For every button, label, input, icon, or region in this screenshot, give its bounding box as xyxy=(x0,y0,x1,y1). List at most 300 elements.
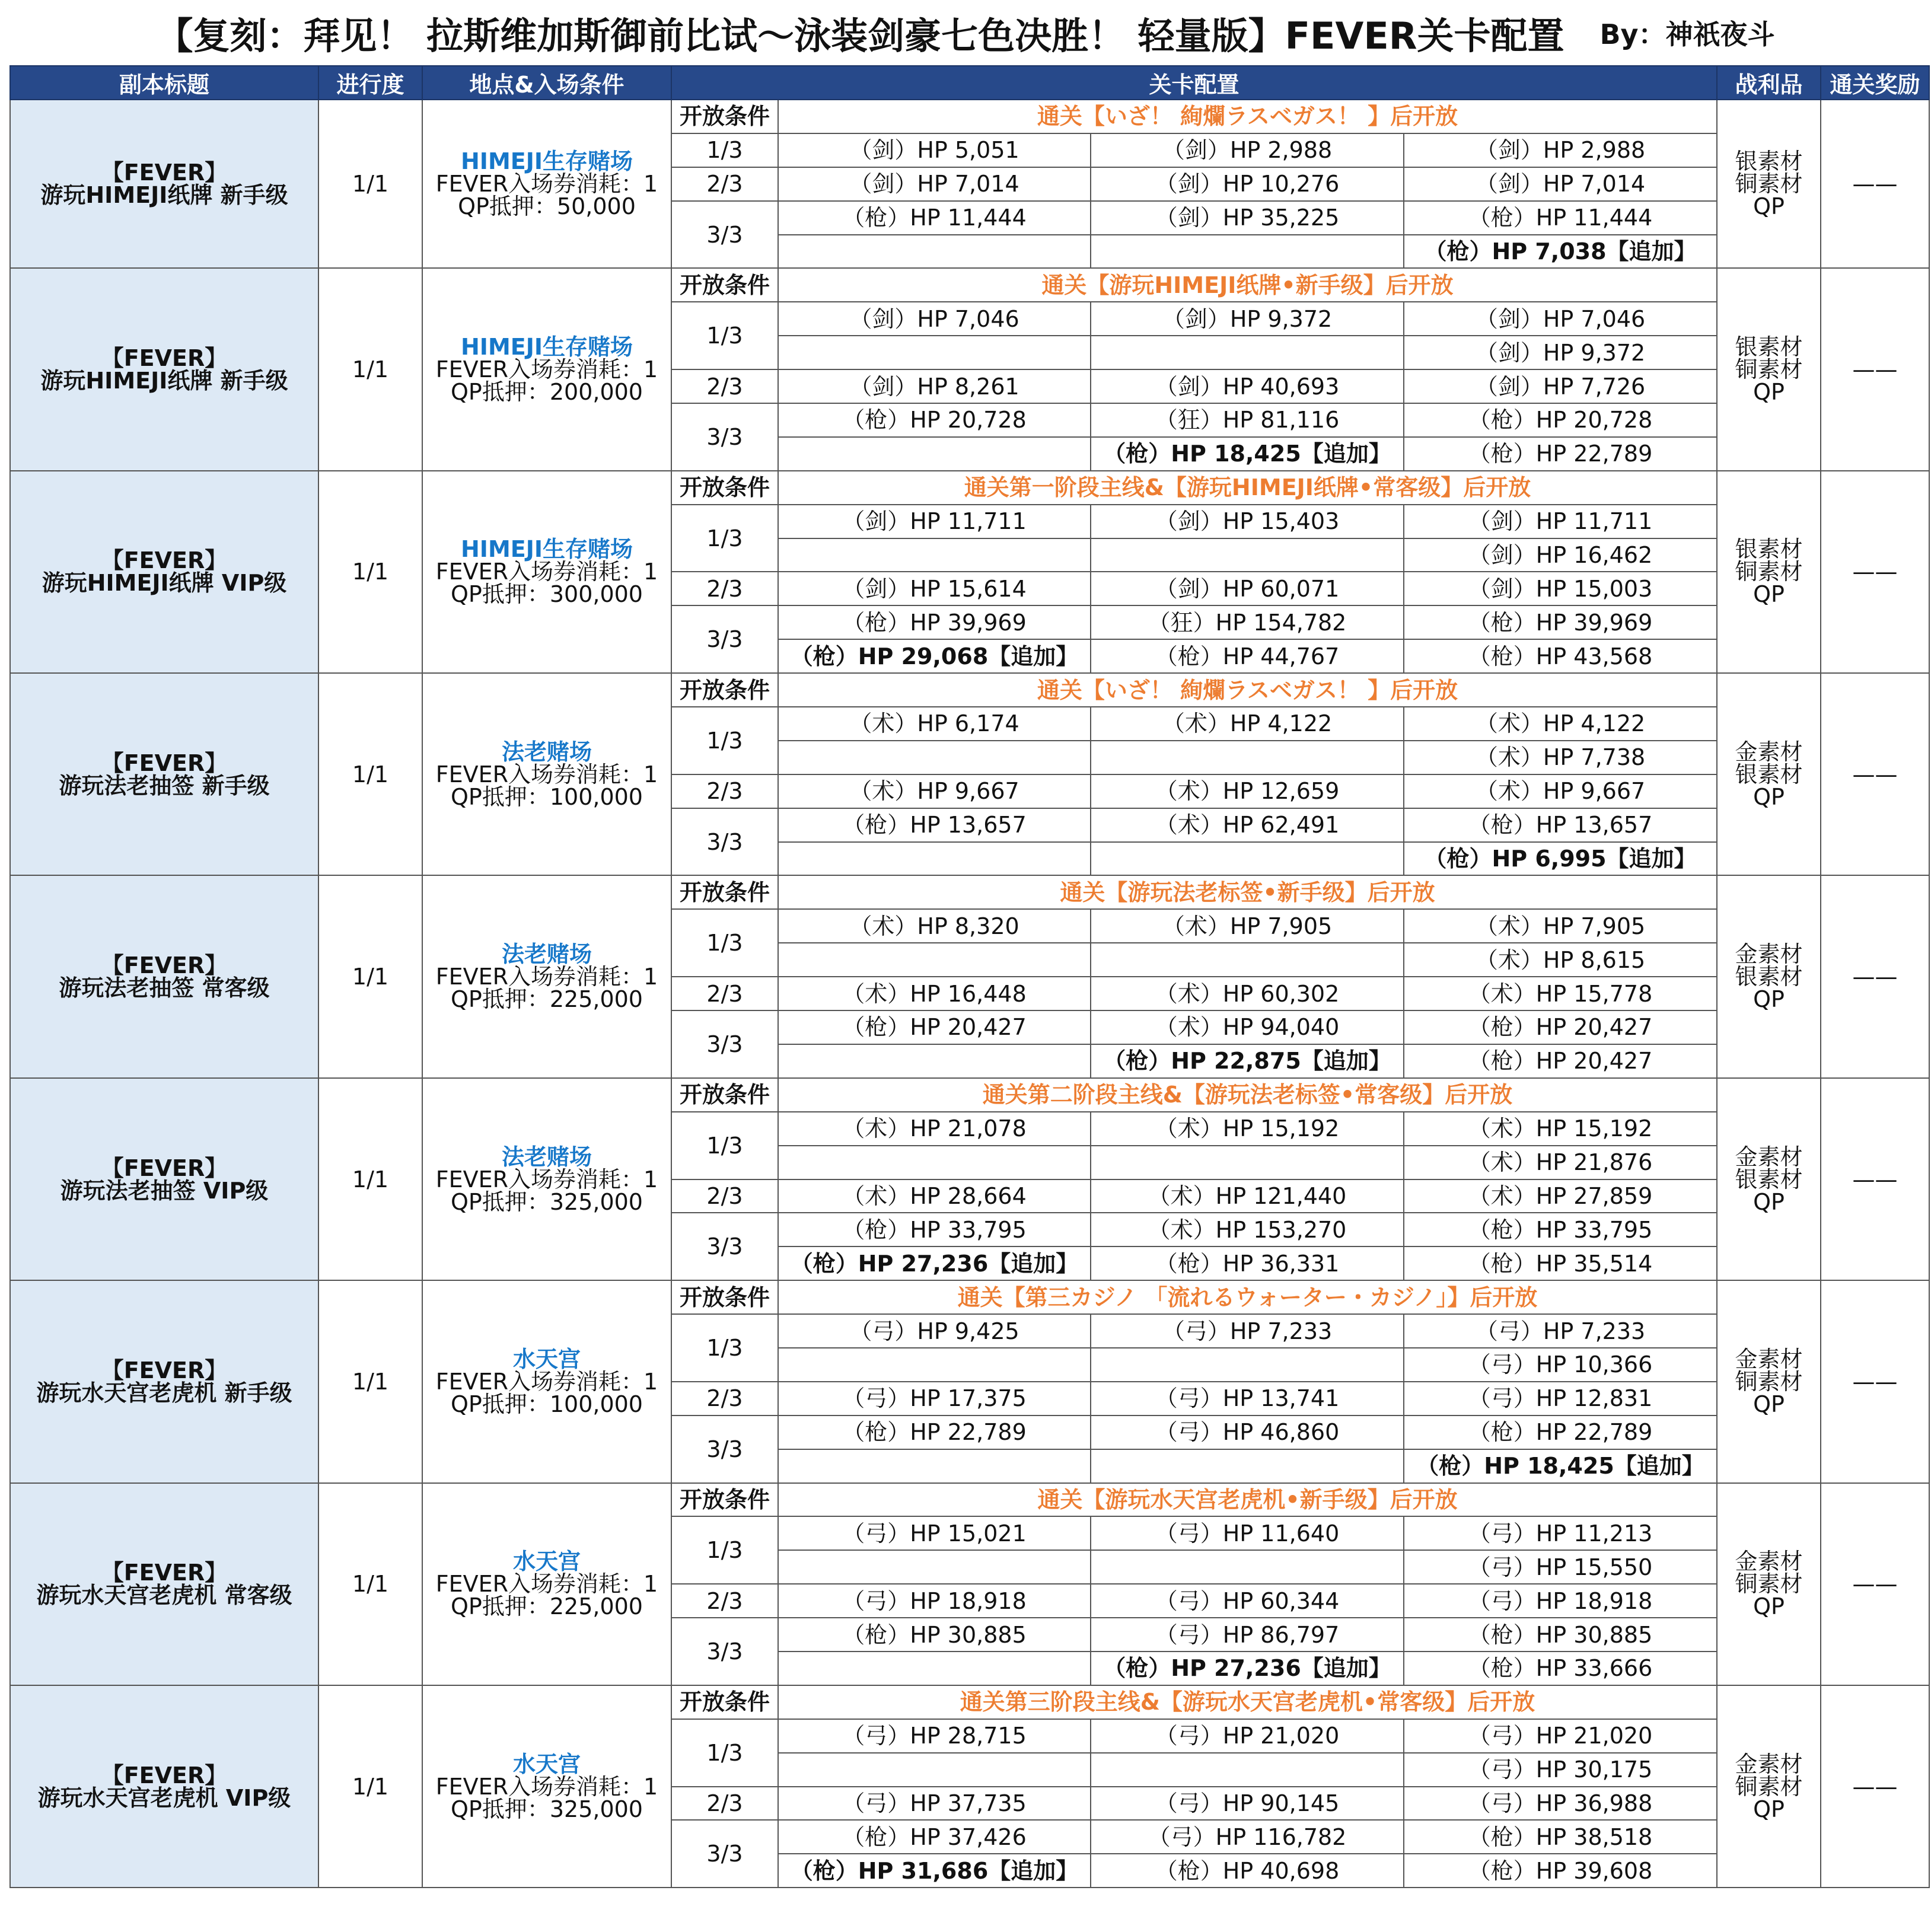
wave-label: 2/3 xyxy=(671,1179,778,1213)
quest-condition-row xyxy=(10,673,1929,707)
loot-item: 金素材 xyxy=(1735,1143,1803,1170)
quest-title-name: 游玩水天宫老虎机 常客级 xyxy=(36,1582,292,1609)
wave-label: 3/3 xyxy=(671,1010,778,1078)
header-loot: 战利品 xyxy=(1717,66,1821,100)
quest-location-cell xyxy=(422,1078,671,1280)
wave-label: 2/3 xyxy=(671,977,778,1010)
enemy-hp: （术）HP 12,659 xyxy=(1091,774,1404,808)
enemy-hp xyxy=(778,1449,1091,1483)
enemy-hp: （枪）HP 30,885 xyxy=(1404,1618,1717,1652)
ticket-cost: FEVER入场券消耗：1 xyxy=(435,559,658,585)
quest-title-name: 游玩法老抽签 常客级 xyxy=(59,975,270,1002)
author-credit: By：神祇夜斗 xyxy=(1599,18,1775,50)
enemy-hp: （枪）HP 22,789 xyxy=(778,1415,1091,1449)
loot-item: 金素材 xyxy=(1735,1751,1803,1777)
enemy-hp: （剑）HP 7,726 xyxy=(1404,369,1717,403)
qp-deposit: QP抵押：225,000 xyxy=(451,986,643,1013)
wave-label: 2/3 xyxy=(671,1382,778,1415)
header-reward: 通关奖励 xyxy=(1821,66,1929,100)
clear-reward: —— xyxy=(1821,1685,1929,1888)
enemy-hp: （枪）HP 11,444 xyxy=(778,201,1091,235)
enemy-hp: （剑）HP 60,071 xyxy=(1091,572,1404,605)
loot-item: QP xyxy=(1753,1796,1785,1822)
quest-loot-cell xyxy=(1717,471,1821,673)
qp-deposit: QP抵押：50,000 xyxy=(458,193,636,220)
enemy-hp-extra: （枪）HP 18,425【追加】 xyxy=(1404,1449,1717,1483)
wave-label: 2/3 xyxy=(671,369,778,403)
quest-loot-cell xyxy=(1717,1483,1821,1685)
enemy-hp: （术）HP 8,615 xyxy=(1404,943,1717,977)
enemy-hp: （术）HP 4,122 xyxy=(1404,707,1717,741)
unlock-condition: 通关【游玩水天宫老虎机•新手级】后开放 xyxy=(778,1483,1717,1517)
enemy-hp xyxy=(778,235,1091,269)
condition-label: 开放条件 xyxy=(671,1280,778,1314)
enemy-hp: （剑）HP 10,276 xyxy=(1091,167,1404,201)
location-name: 法老赌场 xyxy=(501,738,592,765)
location-name: 水天宫 xyxy=(512,1751,581,1777)
enemy-hp xyxy=(778,741,1091,774)
quest-progress: 1/1 xyxy=(318,1483,422,1685)
enemy-hp: （剑）HP 5,051 xyxy=(778,133,1091,167)
quest-loot-cell xyxy=(1717,100,1821,268)
qp-deposit: QP抵押：100,000 xyxy=(451,783,643,810)
enemy-hp: （枪）HP 36,331 xyxy=(1091,1246,1404,1280)
wave-label: 3/3 xyxy=(671,1415,778,1483)
quest-location-cell xyxy=(422,268,671,470)
enemy-hp: （弓）HP 15,021 xyxy=(778,1516,1091,1550)
enemy-hp-extra: （枪）HP 27,236【追加】 xyxy=(778,1246,1091,1280)
enemy-hp xyxy=(778,538,1091,572)
qp-deposit: QP抵押：200,000 xyxy=(451,379,643,406)
enemy-hp: （弓）HP 18,918 xyxy=(778,1584,1091,1618)
unlock-condition: 通关【いざ！ 絢爛ラスベガス！ 】后开放 xyxy=(778,673,1717,707)
condition-label: 开放条件 xyxy=(671,673,778,707)
ticket-cost: FEVER入场券消耗：1 xyxy=(435,1368,658,1395)
quest-location-cell xyxy=(422,1483,671,1685)
quest-title-name: 游玩法老抽签 新手级 xyxy=(59,772,270,799)
quest-condition-row xyxy=(10,1280,1929,1314)
enemy-hp: （术）HP 7,905 xyxy=(1091,909,1404,943)
enemy-hp xyxy=(1091,741,1404,774)
clear-reward: —— xyxy=(1821,1483,1929,1685)
enemy-hp: （枪）HP 13,657 xyxy=(1404,808,1717,842)
quest-title-name: 游玩水天宫老虎机 VIP级 xyxy=(37,1784,291,1811)
enemy-hp: （枪）HP 44,767 xyxy=(1091,639,1404,673)
enemy-hp: （术）HP 21,876 xyxy=(1404,1146,1717,1179)
enemy-hp xyxy=(1091,842,1404,876)
quest-title-tag: 【FEVER】 xyxy=(101,160,228,186)
enemy-hp: （枪）HP 11,444 xyxy=(1404,201,1717,235)
wave-label: 1/3 xyxy=(671,1516,778,1584)
unlock-condition: 通关【游玩法老标签•新手级】后开放 xyxy=(778,875,1717,909)
wave-label: 3/3 xyxy=(671,605,778,673)
enemy-hp: （弓）HP 28,715 xyxy=(778,1719,1091,1753)
enemy-hp: （剑）HP 35,225 xyxy=(1091,201,1404,235)
quest-condition-row xyxy=(10,1078,1929,1112)
enemy-hp: （枪）HP 20,728 xyxy=(778,403,1091,437)
enemy-hp xyxy=(778,1550,1091,1584)
enemy-hp: （剑）HP 9,372 xyxy=(1404,336,1717,369)
enemy-hp: （弓）HP 7,233 xyxy=(1404,1314,1717,1348)
wave-label: 1/3 xyxy=(671,909,778,977)
quest-loot-cell xyxy=(1717,875,1821,1077)
loot-item: QP xyxy=(1753,783,1785,810)
enemy-hp: （枪）HP 40,698 xyxy=(1091,1854,1404,1888)
table-body xyxy=(10,100,1929,1888)
enemy-hp: （剑）HP 9,372 xyxy=(1091,302,1404,336)
qp-deposit: QP抵押：300,000 xyxy=(451,581,643,608)
quest-progress: 1/1 xyxy=(318,673,422,875)
enemy-hp: （剑）HP 15,003 xyxy=(1404,572,1717,605)
clear-reward: —— xyxy=(1821,100,1929,268)
enemy-hp: （枪）HP 33,795 xyxy=(778,1213,1091,1246)
header-row xyxy=(10,66,1929,100)
enemy-hp: （弓）HP 21,020 xyxy=(1091,1719,1404,1753)
enemy-hp: （弓）HP 90,145 xyxy=(1091,1787,1404,1821)
unlock-condition: 通关【游玩HIMEJI纸牌•新手级】后开放 xyxy=(778,268,1717,302)
wave-label: 3/3 xyxy=(671,1820,778,1888)
quest-loot-cell xyxy=(1717,268,1821,470)
loot-item: 金素材 xyxy=(1735,1346,1803,1372)
enemy-hp: （弓）HP 86,797 xyxy=(1091,1618,1404,1652)
ticket-cost: FEVER入场券消耗：1 xyxy=(435,761,658,788)
enemy-hp: （弓）HP 37,735 xyxy=(778,1787,1091,1821)
wave-label: 1/3 xyxy=(671,1112,778,1179)
enemy-hp: （弓）HP 7,233 xyxy=(1091,1314,1404,1348)
quest-progress: 1/1 xyxy=(318,100,422,268)
enemy-hp xyxy=(1091,943,1404,977)
enemy-hp: （弓）HP 36,988 xyxy=(1404,1787,1717,1821)
header-config: 关卡配置 xyxy=(671,66,1717,100)
clear-reward: —— xyxy=(1821,1280,1929,1483)
quest-progress: 1/1 xyxy=(318,1280,422,1483)
enemy-hp: （剑）HP 7,046 xyxy=(778,302,1091,336)
unlock-condition: 通关第三阶段主线&【游玩水天宫老虎机•常客级】后开放 xyxy=(778,1685,1717,1719)
enemy-hp: （枪）HP 22,789 xyxy=(1404,1415,1717,1449)
enemy-hp: （剑）HP 16,462 xyxy=(1404,538,1717,572)
enemy-hp: （枪）HP 35,514 xyxy=(1404,1246,1717,1280)
enemy-hp: （枪）HP 22,789 xyxy=(1404,437,1717,471)
loot-item: 铜素材 xyxy=(1735,356,1803,383)
wave-label: 1/3 xyxy=(671,505,778,572)
header-quest-title: 副本标题 xyxy=(10,66,318,100)
quest-title-cell xyxy=(10,1280,318,1483)
enemy-hp xyxy=(1091,538,1404,572)
quest-title-tag: 【FEVER】 xyxy=(101,547,228,574)
quest-title-name: 游玩HIMEJI纸牌 新手级 xyxy=(40,182,288,209)
wave-label: 1/3 xyxy=(671,1314,778,1382)
loot-item: 银素材 xyxy=(1735,334,1803,361)
enemy-hp: （弓）HP 46,860 xyxy=(1091,1415,1404,1449)
header-location: 地点&入场条件 xyxy=(422,66,671,100)
quest-title-cell xyxy=(10,268,318,470)
location-name: 水天宫 xyxy=(512,1548,581,1575)
quest-condition-row xyxy=(10,471,1929,505)
loot-item: QP xyxy=(1753,1391,1785,1417)
enemy-hp: （枪）HP 37,426 xyxy=(778,1820,1091,1854)
condition-label: 开放条件 xyxy=(671,1685,778,1719)
enemy-hp-extra: （枪）HP 6,995【追加】 xyxy=(1404,842,1717,876)
loot-item: QP xyxy=(1753,1593,1785,1620)
enemy-hp: （弓）HP 15,550 xyxy=(1404,1550,1717,1584)
enemy-hp xyxy=(1091,1753,1404,1787)
location-name: HIMEJI生存赌场 xyxy=(461,536,633,563)
condition-label: 开放条件 xyxy=(671,1078,778,1112)
enemy-hp-extra: （枪）HP 29,068【追加】 xyxy=(778,639,1091,673)
condition-label: 开放条件 xyxy=(671,268,778,302)
wave-label: 3/3 xyxy=(671,403,778,471)
quest-loot-cell xyxy=(1717,1685,1821,1888)
wave-label: 1/3 xyxy=(671,1719,778,1787)
enemy-hp: （枪）HP 20,728 xyxy=(1404,403,1717,437)
quest-loot-cell xyxy=(1717,1078,1821,1280)
loot-item: 铜素材 xyxy=(1735,171,1803,197)
enemy-hp: （枪）HP 38,518 xyxy=(1404,1820,1717,1854)
condition-label: 开放条件 xyxy=(671,875,778,909)
enemy-hp: （弓）HP 10,366 xyxy=(1404,1348,1717,1382)
enemy-hp-extra: （枪）HP 18,425【追加】 xyxy=(1091,437,1404,471)
enemy-hp: （术）HP 21,078 xyxy=(778,1112,1091,1146)
enemy-hp: （术）HP 60,302 xyxy=(1091,977,1404,1010)
quest-title-cell xyxy=(10,471,318,673)
enemy-hp: （术）HP 7,905 xyxy=(1404,909,1717,943)
enemy-hp: （枪）HP 39,608 xyxy=(1404,1854,1717,1888)
condition-label: 开放条件 xyxy=(671,471,778,505)
condition-label: 开放条件 xyxy=(671,100,778,133)
enemy-hp: （术）HP 153,270 xyxy=(1091,1213,1404,1246)
wave-label: 2/3 xyxy=(671,572,778,605)
enemy-hp: （枪）HP 39,969 xyxy=(1404,605,1717,639)
enemy-hp xyxy=(778,842,1091,876)
enemy-hp: （剑）HP 7,014 xyxy=(778,167,1091,201)
clear-reward: —— xyxy=(1821,875,1929,1077)
enemy-hp: （术）HP 8,320 xyxy=(778,909,1091,943)
loot-item: 银素材 xyxy=(1735,1166,1803,1193)
location-name: 水天宫 xyxy=(512,1346,581,1372)
enemy-hp: （术）HP 121,440 xyxy=(1091,1179,1404,1213)
clear-reward: —— xyxy=(1821,268,1929,470)
loot-item: 金素材 xyxy=(1735,738,1803,765)
quest-title-name: 游玩水天宫老虎机 新手级 xyxy=(36,1379,292,1406)
enemy-hp: （弓）HP 11,640 xyxy=(1091,1516,1404,1550)
quest-title-cell xyxy=(10,1078,318,1280)
enemy-hp-extra: （枪）HP 22,875【追加】 xyxy=(1091,1044,1404,1078)
enemy-hp: （术）HP 16,448 xyxy=(778,977,1091,1010)
enemy-hp: （弓）HP 18,918 xyxy=(1404,1584,1717,1618)
title-text: 【复刻：拜见！ 拉斯维加斯御前比试～泳装剑豪七色决胜！ 轻量版】FEVER关卡配置 xyxy=(156,14,1564,58)
loot-item: QP xyxy=(1753,1188,1785,1215)
quest-progress: 1/1 xyxy=(318,471,422,673)
enemy-hp: （剑）HP 2,988 xyxy=(1404,133,1717,167)
loot-item: 银素材 xyxy=(1735,536,1803,563)
wave-label: 3/3 xyxy=(671,808,778,876)
enemy-hp-extra: （枪）HP 31,686【追加】 xyxy=(778,1854,1091,1888)
unlock-condition: 通关【いざ！ 絢爛ラスベガス！ 】后开放 xyxy=(778,100,1717,133)
qp-deposit: QP抵押：325,000 xyxy=(451,1188,643,1215)
enemy-hp: （术）HP 6,174 xyxy=(778,707,1091,741)
enemy-hp: （弓）HP 60,344 xyxy=(1091,1584,1404,1618)
enemy-hp: （枪）HP 33,666 xyxy=(1404,1652,1717,1685)
enemy-hp xyxy=(778,943,1091,977)
enemy-hp: （剑）HP 11,711 xyxy=(778,505,1091,538)
enemy-hp: （术）HP 9,667 xyxy=(778,774,1091,808)
quest-loot-cell xyxy=(1717,1280,1821,1483)
qp-deposit: QP抵押：100,000 xyxy=(451,1391,643,1417)
wave-label: 2/3 xyxy=(671,1787,778,1821)
loot-item: 银素材 xyxy=(1735,761,1803,788)
quest-progress: 1/1 xyxy=(318,1078,422,1280)
enemy-hp: （枪）HP 30,885 xyxy=(778,1618,1091,1652)
quest-title-cell xyxy=(10,1685,318,1888)
quest-title-tag: 【FEVER】 xyxy=(101,1560,228,1586)
loot-item: 铜素材 xyxy=(1735,559,1803,585)
enemy-hp xyxy=(778,1146,1091,1179)
enemy-hp: （剑）HP 2,988 xyxy=(1091,133,1404,167)
header-progress: 进行度 xyxy=(318,66,422,100)
enemy-hp: （狂）HP 81,116 xyxy=(1091,403,1404,437)
enemy-hp: （狂）HP 154,782 xyxy=(1091,605,1404,639)
quest-location-cell xyxy=(422,1280,671,1483)
enemy-hp xyxy=(1091,1146,1404,1179)
enemy-hp: （弓）HP 11,213 xyxy=(1404,1516,1717,1550)
enemy-hp xyxy=(778,336,1091,369)
enemy-hp-extra: （枪）HP 27,236【追加】 xyxy=(1091,1652,1404,1685)
unlock-condition: 通关第一阶段主线&【游玩HIMEJI纸牌•常客级】后开放 xyxy=(778,471,1717,505)
wave-label: 2/3 xyxy=(671,167,778,201)
enemy-hp: （枪）HP 43,568 xyxy=(1404,639,1717,673)
enemy-hp-extra: （枪）HP 7,038【追加】 xyxy=(1404,235,1717,269)
enemy-hp: （剑）HP 40,693 xyxy=(1091,369,1404,403)
enemy-hp: （弓）HP 30,175 xyxy=(1404,1753,1717,1787)
enemy-hp: （枪）HP 20,427 xyxy=(1404,1044,1717,1078)
location-name: HIMEJI生存赌场 xyxy=(461,148,633,175)
qp-deposit: QP抵押：325,000 xyxy=(451,1796,643,1822)
enemy-hp xyxy=(1091,1348,1404,1382)
quest-title-tag: 【FEVER】 xyxy=(101,1762,228,1788)
enemy-hp xyxy=(778,1348,1091,1382)
location-name: 法老赌场 xyxy=(501,1143,592,1170)
enemy-hp: （剑）HP 15,403 xyxy=(1091,505,1404,538)
loot-item: 铜素材 xyxy=(1735,1368,1803,1395)
enemy-hp: （枪）HP 20,427 xyxy=(1404,1010,1717,1044)
ticket-cost: FEVER入场券消耗：1 xyxy=(435,356,658,383)
quest-location-cell xyxy=(422,471,671,673)
wave-label: 3/3 xyxy=(671,201,778,269)
wave-label: 1/3 xyxy=(671,707,778,774)
quest-condition-row xyxy=(10,268,1929,302)
ticket-cost: FEVER入场券消耗：1 xyxy=(435,171,658,197)
enemy-hp: （术）HP 27,859 xyxy=(1404,1179,1717,1213)
enemy-hp xyxy=(1091,336,1404,369)
location-name: HIMEJI生存赌场 xyxy=(461,334,633,361)
clear-reward: —— xyxy=(1821,471,1929,673)
qp-deposit: QP抵押：225,000 xyxy=(451,1593,643,1620)
quest-title-name: 游玩HIMEJI纸牌 VIP级 xyxy=(42,570,287,597)
loot-item: 银素材 xyxy=(1735,964,1803,990)
quest-condition-row xyxy=(10,1685,1929,1719)
quest-title-name: 游玩法老抽签 VIP级 xyxy=(60,1177,269,1204)
loot-item: 铜素材 xyxy=(1735,1773,1803,1800)
ticket-cost: FEVER入场券消耗：1 xyxy=(435,1166,658,1193)
quest-title-tag: 【FEVER】 xyxy=(101,952,228,979)
quest-location-cell xyxy=(422,875,671,1077)
location-name: 法老赌场 xyxy=(501,941,592,968)
enemy-hp: （术）HP 7,738 xyxy=(1404,741,1717,774)
loot-item: QP xyxy=(1753,193,1785,220)
quest-title-tag: 【FEVER】 xyxy=(101,1357,228,1383)
quest-title-cell xyxy=(10,673,318,875)
wave-label: 1/3 xyxy=(671,302,778,369)
wave-label: 2/3 xyxy=(671,774,778,808)
wave-label: 3/3 xyxy=(671,1213,778,1280)
quest-title-cell xyxy=(10,875,318,1077)
ticket-cost: FEVER入场券消耗：1 xyxy=(435,1773,658,1800)
enemy-hp: （弓）HP 9,425 xyxy=(778,1314,1091,1348)
enemy-hp: （枪）HP 39,969 xyxy=(778,605,1091,639)
page-title xyxy=(0,0,1931,65)
wave-label: 2/3 xyxy=(671,1584,778,1618)
loot-item: 铜素材 xyxy=(1735,1571,1803,1598)
quest-title-tag: 【FEVER】 xyxy=(101,1155,228,1181)
loot-item: QP xyxy=(1753,986,1785,1013)
quest-progress: 1/1 xyxy=(318,875,422,1077)
unlock-condition: 通关第二阶段主线&【游玩法老标签•常客级】后开放 xyxy=(778,1078,1717,1112)
condition-label: 开放条件 xyxy=(671,1483,778,1517)
enemy-hp: （术）HP 4,122 xyxy=(1091,707,1404,741)
enemy-hp: （术）HP 94,040 xyxy=(1091,1010,1404,1044)
quest-title-cell xyxy=(10,100,318,268)
enemy-hp: （剑）HP 15,614 xyxy=(778,572,1091,605)
loot-item: QP xyxy=(1753,379,1785,406)
enemy-hp: （弓）HP 13,741 xyxy=(1091,1382,1404,1415)
enemy-hp xyxy=(1091,235,1404,269)
enemy-hp: （术）HP 15,778 xyxy=(1404,977,1717,1010)
enemy-hp: （弓）HP 12,831 xyxy=(1404,1382,1717,1415)
quest-loot-cell xyxy=(1717,673,1821,875)
ticket-cost: FEVER入场券消耗：1 xyxy=(435,1571,658,1598)
enemy-hp: （弓）HP 116,782 xyxy=(1091,1820,1404,1854)
enemy-hp: （术）HP 15,192 xyxy=(1091,1112,1404,1146)
enemy-hp: （术）HP 9,667 xyxy=(1404,774,1717,808)
quest-location-cell xyxy=(422,673,671,875)
enemy-hp xyxy=(778,1753,1091,1787)
clear-reward: —— xyxy=(1821,1078,1929,1280)
enemy-hp: （剑）HP 11,711 xyxy=(1404,505,1717,538)
enemy-hp xyxy=(778,1044,1091,1078)
enemy-hp xyxy=(1091,1550,1404,1584)
enemy-hp: （术）HP 28,664 xyxy=(778,1179,1091,1213)
quest-location-cell xyxy=(422,1685,671,1888)
loot-item: 金素材 xyxy=(1735,1548,1803,1575)
ticket-cost: FEVER入场券消耗：1 xyxy=(435,964,658,990)
enemy-hp: （枪）HP 20,427 xyxy=(778,1010,1091,1044)
loot-item: QP xyxy=(1753,581,1785,608)
loot-item: 金素材 xyxy=(1735,941,1803,968)
unlock-condition: 通关【第三カジノ 「流れるウォーター・カジノ」】后开放 xyxy=(778,1280,1717,1314)
enemy-hp xyxy=(778,437,1091,471)
quest-condition-row xyxy=(10,100,1929,133)
quest-title-tag: 【FEVER】 xyxy=(101,750,228,776)
clear-reward: —— xyxy=(1821,673,1929,875)
enemy-hp: （弓）HP 17,375 xyxy=(778,1382,1091,1415)
enemy-hp: （术）HP 15,192 xyxy=(1404,1112,1717,1146)
enemy-hp: （枪）HP 33,795 xyxy=(1404,1213,1717,1246)
quest-progress: 1/1 xyxy=(318,268,422,470)
enemy-hp: （剑）HP 7,014 xyxy=(1404,167,1717,201)
quest-title-name: 游玩HIMEJI纸牌 新手级 xyxy=(40,368,288,394)
quest-config-table xyxy=(9,65,1930,1888)
enemy-hp xyxy=(1091,1449,1404,1483)
